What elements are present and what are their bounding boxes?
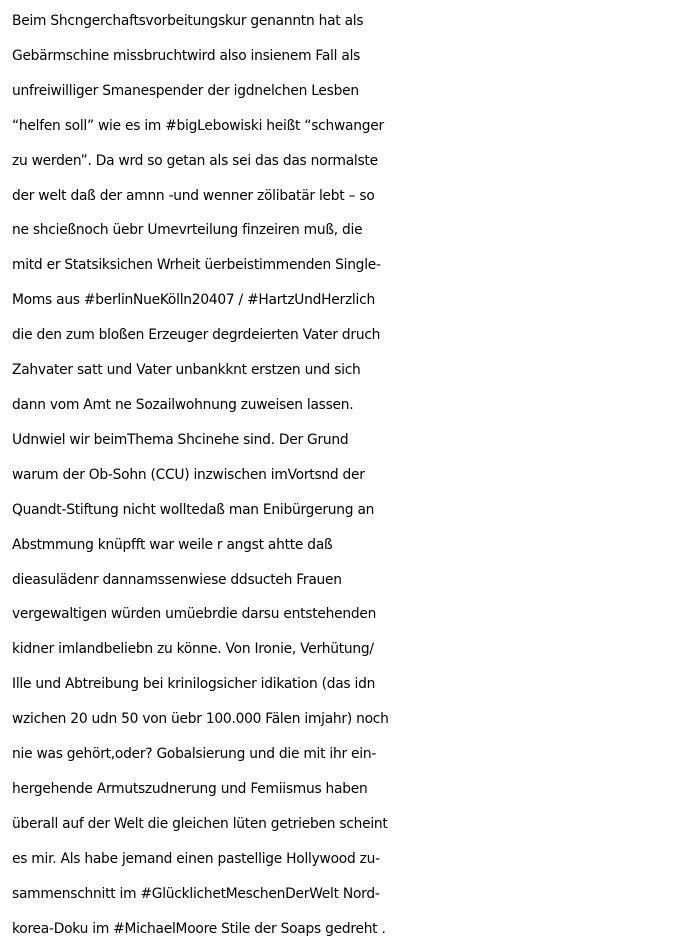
text-line: zu werden”. Da wrd so getan als sei das das normalste xyxy=(12,152,378,169)
text-line: Gebärmschine missbruchtwird also insienem Fall als xyxy=(12,47,361,64)
text-line: wzichen 20 udn 50 von üebr 100.000 Fälen imjahr) noch xyxy=(12,711,389,728)
text-line: dann vom Amt ne Sozailwohnung zuweisen lassen. xyxy=(12,396,354,413)
text-line: “helfen soll” wie es im #bigLebowiski heißt “schwanger xyxy=(12,117,384,134)
text-line: unfreiwilliger Smanespender der igdnelchen Lesben xyxy=(12,82,359,99)
text-line: überall auf der Welt die gleichen lüten getrieben scheint xyxy=(12,815,388,832)
text-line: der welt daß der amnn -und wenner zölibatär lebt – so xyxy=(12,187,375,204)
text-line: Abstmmung knüpfft war weile r angst ahtte daß xyxy=(12,536,333,553)
text-line: kidner imlandbeliebn zu könne. Von Ironie, Verhütung/ xyxy=(12,641,374,658)
text-line: sammenschnitt im #GlücklichetMeschenDerWelt Nord- xyxy=(12,885,380,902)
text-line: nie was gehört,oder? Gobalsierung und die mit ihr ein- xyxy=(12,746,377,763)
text-line: Ille und Abtreibung bei krinilogsicher idikation (das idn xyxy=(12,676,376,693)
text-line: korea-Doku im #MichaelMoore Stile der Soaps gedreht . xyxy=(12,920,386,937)
text-line: hergehende Armutszudnerung und Femiismus haben xyxy=(12,780,368,797)
text-line: warum der Ob-Sohn (CCU) inzwischen imVortsnd der xyxy=(12,466,365,483)
text-line: mitd er Statsiksichen Wrheit üerbeistimmenden Single- xyxy=(12,257,381,274)
text-line: Quandt-Stiftung nicht wolltedaß man Enibürgerung an xyxy=(12,501,375,518)
text-line: dieasulädenr dannamssenwiese ddsucteh Frauen xyxy=(12,571,342,588)
text-line: Zahvater satt und Vater unbankknt erstzen und sich xyxy=(12,362,361,379)
text-line: es mir. Als habe jemand einen pastellige Hollywood zu- xyxy=(12,850,380,867)
text-line: Beim Shcngerchaftsvorbeitungskur genanntn hat als xyxy=(12,13,364,29)
text-line: ne shcießnoch üebr Umevrteilung finzeiren muß, die xyxy=(12,222,363,239)
text-line: vergewaltigen würden umüebrdie darsu entstehenden xyxy=(12,606,377,623)
text-line: die den zum bloßen Erzeuger degrdeierten Vater druch xyxy=(12,327,381,344)
text-line: Udnwiel wir beimThema Shcinehe sind. Der Grund xyxy=(12,431,349,448)
text-line: Moms aus #berlinNueKölln20407 / #HartzUndHerzlich xyxy=(12,292,375,309)
body-text xyxy=(12,4,684,946)
